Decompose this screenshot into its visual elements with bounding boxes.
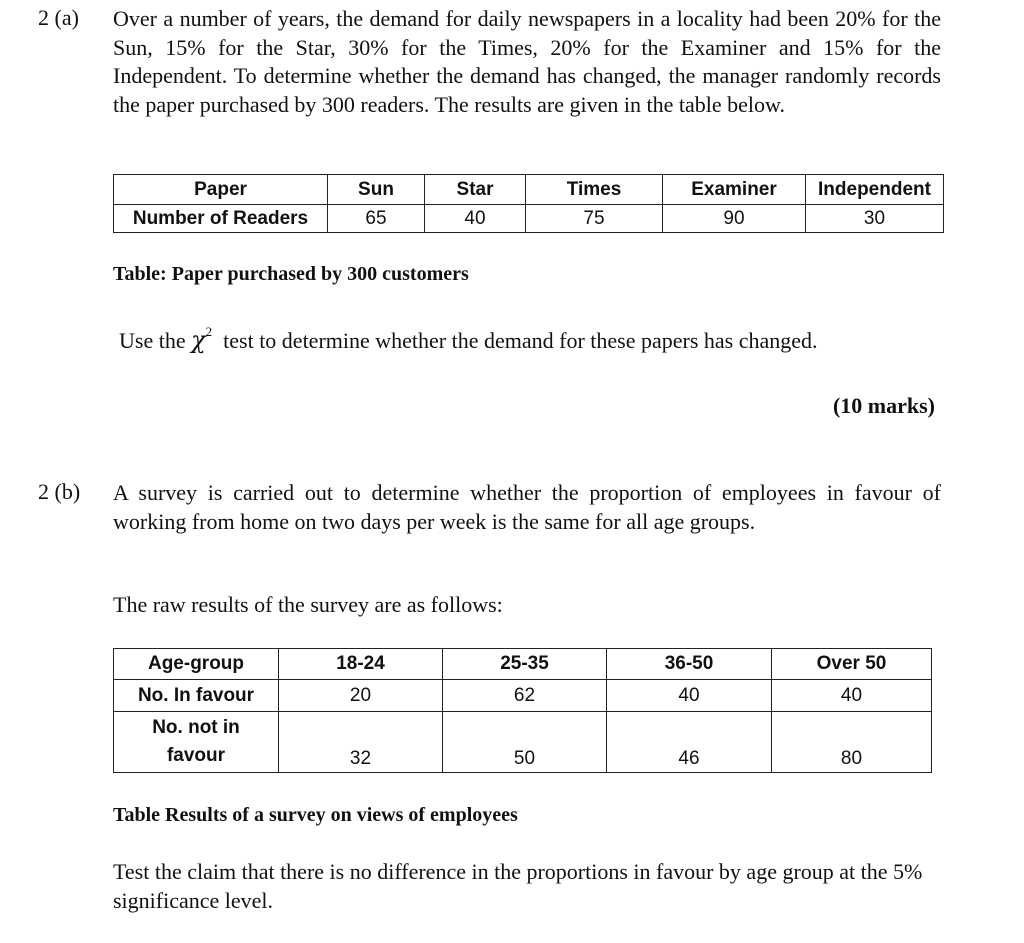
table-cell: 80 <box>772 712 932 773</box>
instruction-pre: Use the <box>119 328 186 353</box>
table-cell: 40 <box>772 680 932 712</box>
column-header: Over 50 <box>772 649 932 680</box>
table-cell: 65 <box>328 205 425 233</box>
instruction-line <box>119 326 818 354</box>
survey-table <box>113 648 932 773</box>
column-header: Independent <box>806 175 944 205</box>
chi-square-symbol: χ <box>191 326 206 354</box>
newspaper-table <box>113 174 944 233</box>
table-cell: 30 <box>806 205 944 233</box>
chi-square-exponent: 2 <box>205 324 213 339</box>
table-header-paper: Paper <box>114 175 328 205</box>
question-number-2a: 2 (a) <box>38 5 79 30</box>
table-cell: 46 <box>607 712 772 773</box>
table-header-age-group: Age-group <box>114 649 279 680</box>
table-cell: 50 <box>443 712 607 773</box>
table-cell: 20 <box>279 680 443 712</box>
table-cell: 75 <box>526 205 663 233</box>
table-cell: 40 <box>425 205 526 233</box>
instruction-post: test to determine whether the demand for these papers has changed. <box>223 328 818 353</box>
column-header: Examiner <box>663 175 806 205</box>
row-label-readers: Number of Readers <box>114 205 328 233</box>
survey-intro: The raw results of the survey are as follows: <box>113 592 503 617</box>
column-header: Star <box>425 175 526 205</box>
row-label-in-favour: No. In favour <box>114 680 279 712</box>
table-caption-a: Table: Paper purchased by 300 customers <box>113 263 469 285</box>
column-header: Sun <box>328 175 425 205</box>
row-label-not-in-favour <box>114 712 279 773</box>
question-number-2b: 2 (b) <box>38 479 81 504</box>
column-header: 36-50 <box>607 649 772 680</box>
table-caption-b: Table Results of a survey on views of employees <box>113 804 518 826</box>
question-2a-text: Over a number of years, the demand for daily newspapers in a locality had been 20% for the Sun, 15% for the Star, 30% for the Times, 20% for the Examiner and 15% for the Independent. To determine whether the demand has changed, the manager randomly records the paper purchased by 300 readers. The results are given in the table below. <box>113 6 941 117</box>
table-cell: 62 <box>443 680 607 712</box>
table-cell: 90 <box>663 205 806 233</box>
row-label-line1: No. not in <box>152 717 240 738</box>
row-label-line2: favour <box>166 745 226 766</box>
column-header: 25-35 <box>443 649 607 680</box>
table-cell: 32 <box>279 712 443 773</box>
column-header: 18-24 <box>279 649 443 680</box>
table-cell: 40 <box>607 680 772 712</box>
closing-text: Test the claim that there is no difference in the proportions in favour by age group at the 5% significance level. <box>113 859 923 913</box>
column-header: Times <box>526 175 663 205</box>
question-2b-text: A survey is carried out to determine whether the proportion of employees in favour of working from home on two days per week is the same for all age groups. <box>113 480 941 534</box>
marks-label: (10 marks) <box>832 393 935 418</box>
